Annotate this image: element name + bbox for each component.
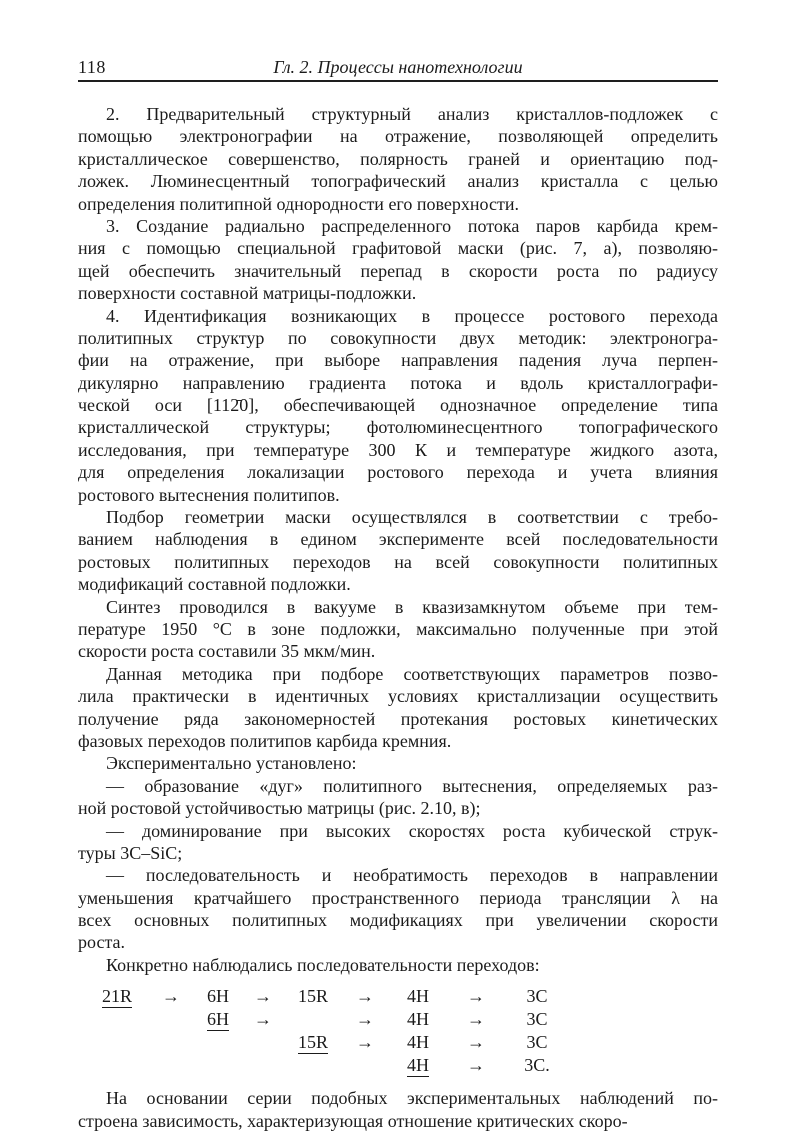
arrow-right-glyph: → (467, 1032, 485, 1053)
transition-cell: 3C (526, 1009, 548, 1030)
paragraph (78, 1087, 718, 1132)
paragraph (78, 663, 718, 753)
arrow-right-glyph: → (467, 1009, 485, 1030)
text-line: всех основных политипных модификациях при увеличении скорости (78, 910, 718, 931)
page-number: 118 (78, 57, 106, 77)
text-line: щей обеспечить значительный перепад в скорости роста по радиусу (78, 260, 718, 281)
text-line: Данная методика при подборе соответствующих параметров позво- (106, 663, 718, 684)
text-line: ванием наблюдения в едином эксперименте всей последовательности (78, 529, 718, 550)
transition-cell: 3C (526, 1032, 548, 1053)
text-line: На основании серии подобных экспериментальных наблюдений по- (106, 1088, 718, 1109)
transition-cell: 4H (407, 986, 429, 1007)
transition-cell: 21R (101, 986, 132, 1007)
text-line: строена зависимость, характеризующая отношение критических скоро- (78, 1110, 628, 1131)
text-line: пературе 1950 °С в зоне подложки, максимально полученные при этой (78, 618, 718, 639)
transition-cell (240, 1031, 286, 1054)
text-line: Конкретно наблюдались последовательности переходов: (106, 954, 540, 975)
text-line: ростовых политипных переходов на всей совокупности политипных (78, 551, 718, 572)
text-line: дикулярно направлению градиента потока и вдоль кристаллографи- (78, 372, 718, 393)
text-line: кристаллическое совершенство, полярность граней и ориентацию под- (78, 148, 718, 169)
text-line: ной ростовой устойчивостью матрицы (рис. 2.10, в); (78, 798, 481, 819)
text-line: туры 3C–SiC; (78, 842, 183, 863)
text-line: лила практически в идентичных условиях кристаллизации осуществить (78, 686, 718, 707)
text-line: — последовательность и необратимость переходов в направлении (106, 865, 718, 886)
transition-cell (196, 1031, 240, 1054)
paragraph (78, 752, 718, 774)
arrow-right-glyph: → (467, 986, 485, 1007)
transition-cell (88, 1008, 146, 1031)
text-line: фазовых переходов политипов карбида кремния. (78, 730, 452, 751)
transition-row (88, 1031, 718, 1054)
transition-cell (146, 1008, 196, 1031)
text-line: скорости роста составили 35 мкм/мин. (78, 641, 376, 662)
transition-cell: 3C (526, 986, 548, 1007)
page-header (78, 56, 718, 82)
arrow-right-glyph: → (254, 1009, 272, 1030)
text-line: ния с помощью специальной графитовой маски (рис. 7, а), позволяю- (78, 238, 718, 259)
transition-cell (286, 1008, 340, 1031)
closing-text (78, 1087, 718, 1132)
paragraph (78, 506, 718, 596)
transition-row (88, 1054, 718, 1077)
transition-row (88, 1008, 718, 1031)
transition-cell (196, 1054, 240, 1077)
text-line: уменьшения кратчайшего пространственного периода трансляции λ на (78, 887, 718, 908)
transition-cell: 6H (207, 986, 229, 1007)
transition-cell: 4H (407, 1055, 429, 1076)
text-line: поверхности составной матрицы-подложки. (78, 283, 417, 304)
text-line: модификаций составной подложки. (78, 574, 351, 595)
transition-cell: 4H (407, 1009, 429, 1030)
text-line: Синтез проводился в вакууме в квазизамкнутом объеме при тем- (106, 596, 718, 617)
text-line: политипных структур по совокупности двух методик: электроногра- (78, 327, 718, 348)
paragraph (78, 954, 718, 976)
text-line: ческой оси [112̄0], обеспечивающей однозначное определение типа (78, 395, 718, 416)
transition-cell: 6H (207, 1009, 229, 1030)
text-line: для определения локализации ростового перехода и учета влияния (78, 462, 718, 483)
text-line: получение ряда закономерностей протекания ростовых кинетических (78, 708, 718, 729)
paragraph (78, 596, 718, 663)
paragraph (78, 775, 718, 820)
arrow-right-glyph: → (162, 986, 180, 1007)
text-line: кристаллической структуры; фотолюминесцентного топографического (78, 417, 718, 438)
text-line: фии на отражение, при выборе направления падения луча перпен- (78, 350, 718, 371)
paragraph (78, 103, 718, 215)
text-line: Экспериментально установлено: (106, 753, 357, 774)
text-line: исследования, при температуре 300 К и температуре жидкого азота, (78, 439, 718, 460)
transition-cell (286, 1054, 340, 1077)
transition-cell (146, 1031, 196, 1054)
arrow-right-glyph: → (356, 1032, 374, 1053)
transition-cell (88, 1054, 146, 1077)
transition-cell: 15R (297, 986, 328, 1007)
paragraph (78, 305, 718, 507)
body-text (78, 103, 718, 976)
text-line: — доминирование при высоких скоростях роста кубической струк- (106, 820, 718, 841)
text-line: — образование «дуг» политипного вытеснения, определяемых раз- (106, 775, 718, 796)
transition-cell (340, 1054, 390, 1077)
text-line: определения политипной однородности его поверхности. (78, 193, 519, 214)
transition-cell: 3C. (524, 1055, 550, 1076)
transition-row (88, 985, 718, 1008)
text-line: 2. Предварительный структурный анализ кристаллов-подложек с (106, 104, 718, 124)
text-line: роста. (78, 932, 126, 953)
paragraph (78, 215, 718, 305)
paragraph (78, 820, 718, 865)
arrow-right-glyph: → (254, 986, 272, 1007)
transition-cell (88, 1031, 146, 1054)
arrow-right-glyph: → (467, 1055, 485, 1076)
paragraph (78, 864, 718, 954)
transition-cell: 15R (297, 1032, 328, 1053)
text-line: 4. Идентификация возникающих в процессе ростового перехода (106, 305, 718, 326)
arrow-right-glyph: → (356, 986, 374, 1007)
text-line: помощью электронографии на отражение, позволяющей определить (78, 126, 718, 147)
running-title: Гл. 2. Процессы нанотехнологии (273, 57, 523, 77)
transition-cell (146, 1054, 196, 1077)
text-line: 3. Создание радиально распределенного потока паров карбида крем- (106, 215, 718, 236)
arrow-right-glyph: → (356, 1009, 374, 1030)
text-line: Подбор геометрии маски осуществлялся в соответствии с требо- (106, 507, 718, 528)
transition-table (88, 985, 718, 1077)
text-line: ростового вытеснения политипов. (78, 484, 340, 505)
transition-cell: 4H (407, 1032, 429, 1053)
text-line: ложек. Люминесцентный топографический анализ кристалла с целью (78, 171, 718, 192)
transition-cell (240, 1054, 286, 1077)
